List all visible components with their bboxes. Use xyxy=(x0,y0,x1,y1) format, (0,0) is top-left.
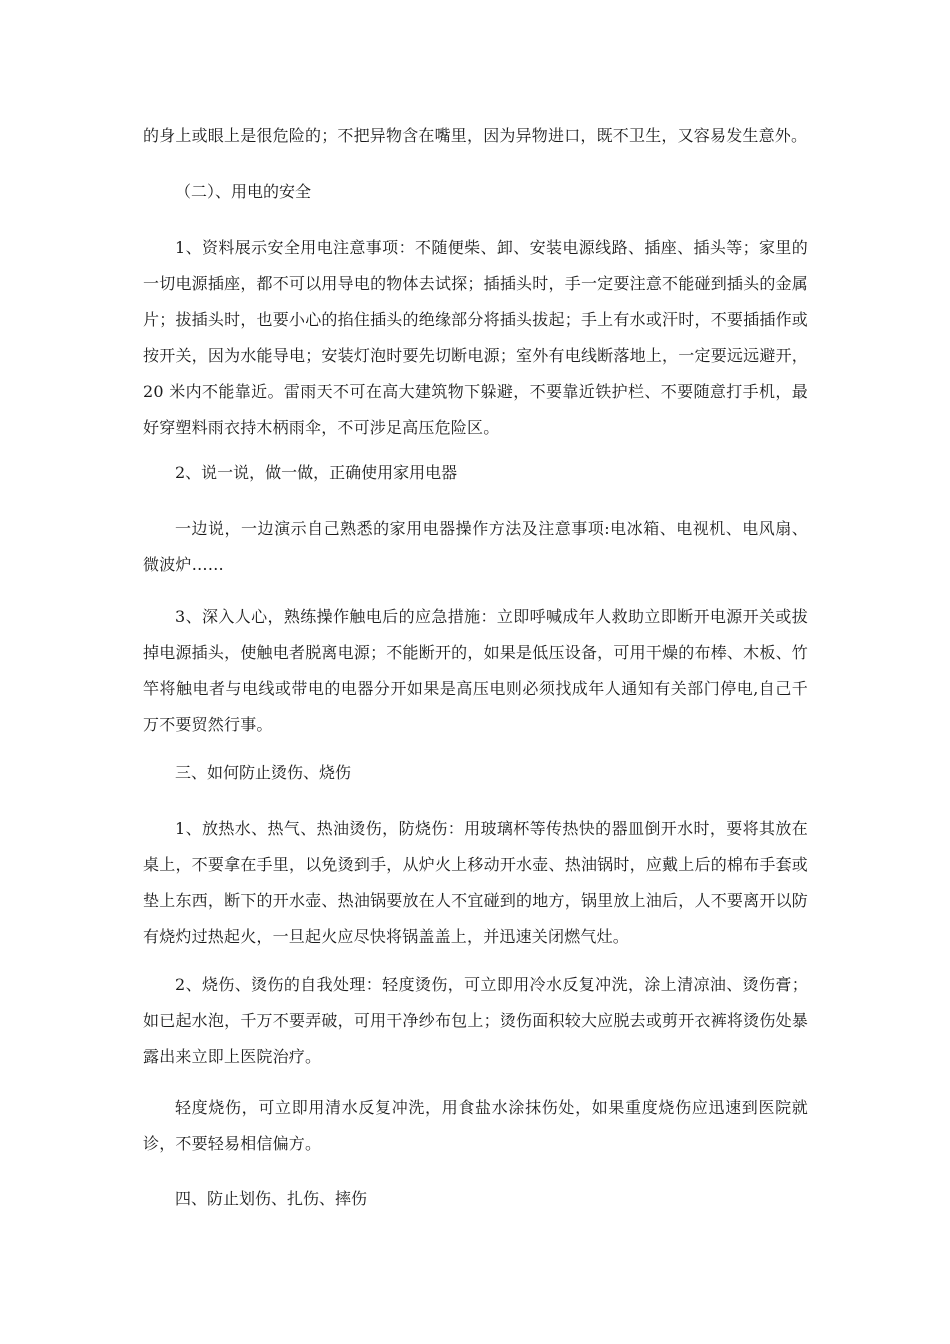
paragraph-shock-emergency: 3、深入人心，熟练操作触电后的应急措施：立即呼喊成年人救助立即断开电源开关或拔掉电源插头，使触电者脱离电源；不能断开的，如果是低压设备，可用干燥的布棒、木板、竹竿将触电者与电线或带电的电器分开如果是高压电则必须找成年人通知有关部门停电,自己千万不要贸然行事。 xyxy=(143,607,808,734)
paragraph-minor-burns: 轻度烧伤，可立即用清水反复冲洗，用食盐水涂抹伤处，如果重度烧伤应迅速到医院就诊，不要轻易相信偏方。 xyxy=(143,1098,808,1153)
paragraph-burn-self-care: 2、烧伤、烫伤的自我处理：轻度烫伤，可立即用冷水反复冲洗，涂上清凉油、烫伤膏；如已起水泡，千万不要弄破，可用干净纱布包上；烫伤面积较大应脱去或剪开衣裤将烫伤处暴露出来立即上医院治疗。 xyxy=(143,975,808,1066)
paragraph-burn-prevention: 1、放热水、热气、热油烫伤，防烧伤：用玻璃杯等传热快的器皿倒开水时，要将其放在桌上，不要拿在手里，以免烫到手，从炉火上移动开水壶、热油锅时，应戴上后的棉布手套或垫上东西，断下的开水壶、热油锅要放在人不宜碰到的地方，锅里放上油后，人不要离开以防有烧灼过热起火，一旦起火应尽快将锅盖盖上，并迅速关闭燃气灶。 xyxy=(143,819,808,946)
paragraph-appliance-demo: 一边说，一边演示自己熟悉的家用电器操作方法及注意事项:电冰箱、电视机、电风扇、微波炉…… xyxy=(143,519,808,574)
subheading-appliances: 2、说一说，做一做，正确使用家用电器 xyxy=(175,463,458,482)
paragraph-electric-rules: 1、资料展示安全用电注意事项：不随便柴、卸、安装电源线路、插座、插头等；家里的一切电源插座，都不可以用导电的物体去试探；插插头时，手一定要注意不能碰到插头的金属片；拔插头时，也要小心的掐住插头的绝缘部分将插头拔起；手上有水或汗时，不要插插作或按开关，因为水能导电；安装灯泡时要先切断电源；室外有电线断落地上，一定要远远避开，20 米内不能靠近。雷雨天不可在高大建筑物下躲避，不要靠近铁护栏、不要随意打手机，最好穿塑料雨衣持木柄雨伞，不可涉足高压危险区。 xyxy=(143,238,808,437)
section-heading-burns: 三、如何防止烫伤、烧伤 xyxy=(175,763,352,782)
paragraph-continuation: 的身上或眼上是很危险的；不把异物含在嘴里，因为异物进口，既不卫生，又容易发生意外。 xyxy=(143,126,808,145)
section-heading-cuts: 四、防止划伤、扎伤、摔伤 xyxy=(175,1189,368,1208)
section-heading-electric-safety: （二）、用电的安全 xyxy=(175,182,312,201)
